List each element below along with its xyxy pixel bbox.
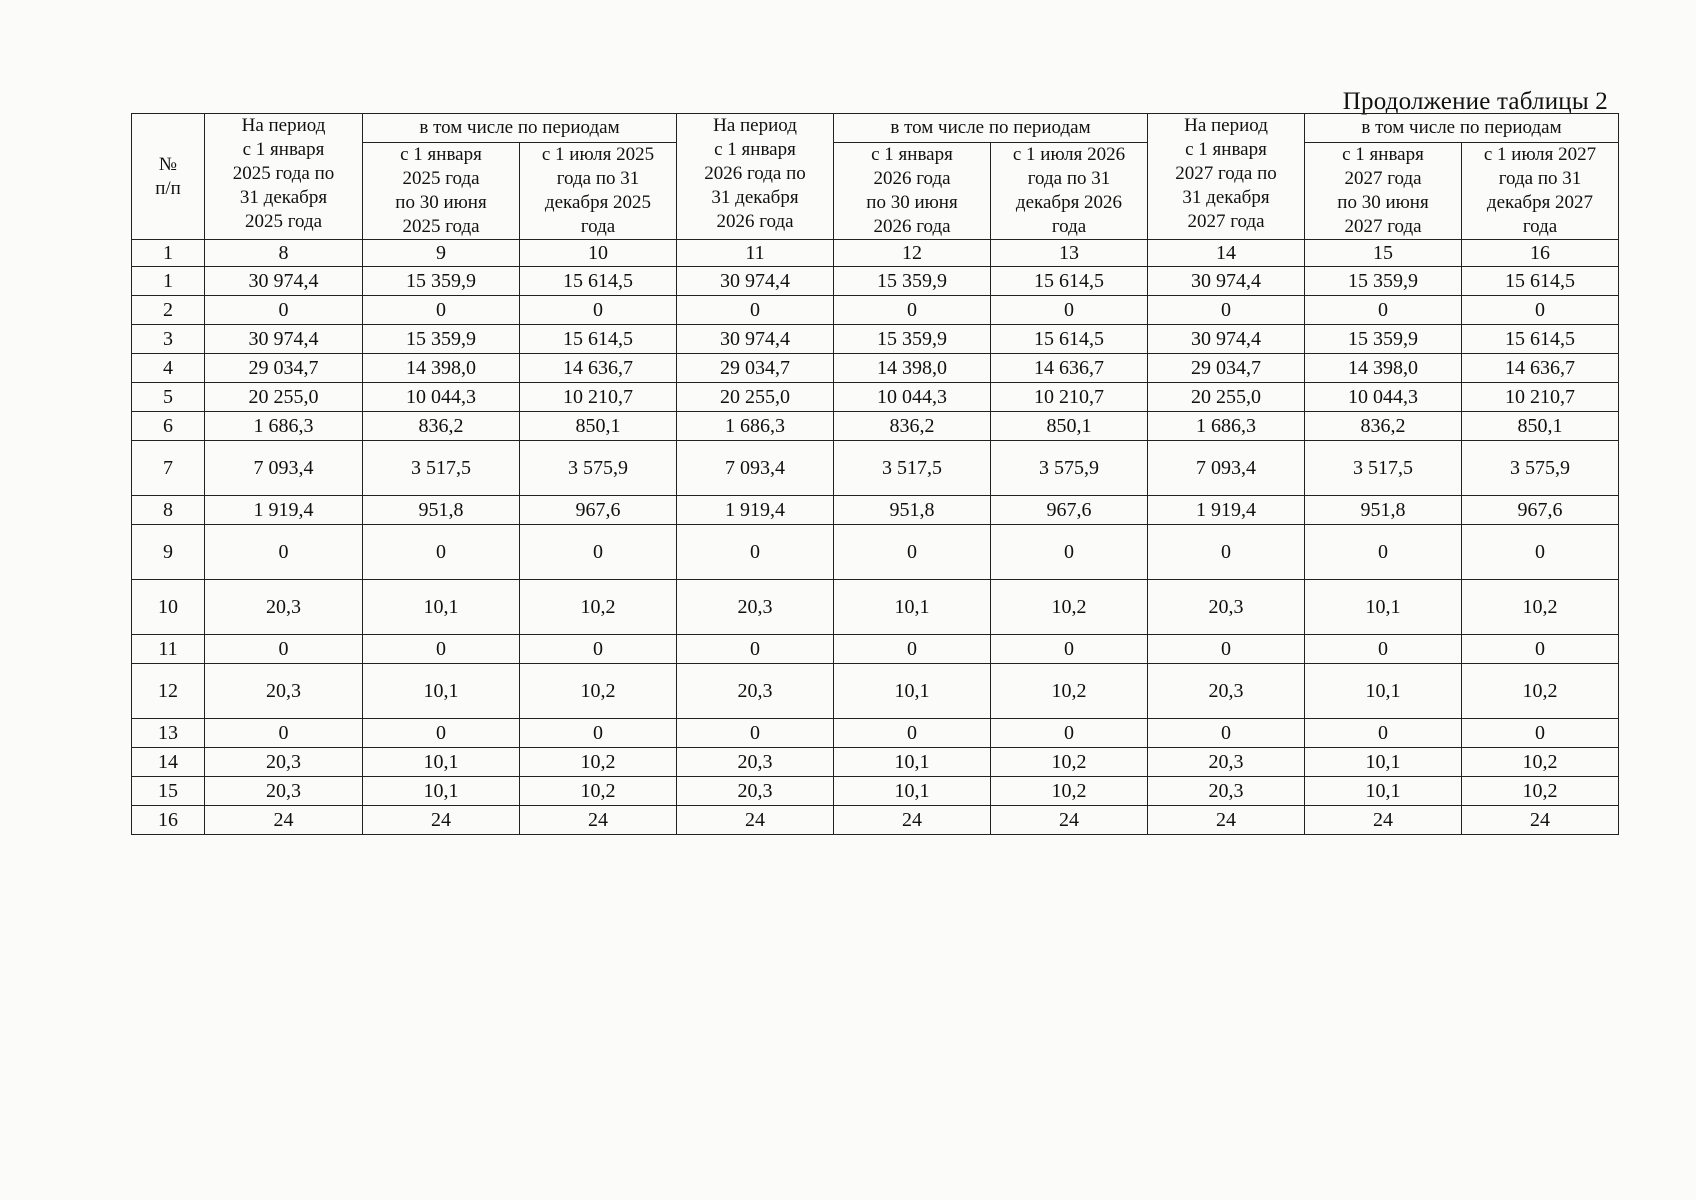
- header-h1-2025: с 1 января 2025 года по 30 июня 2025 года: [363, 143, 520, 240]
- value-cell: 0: [991, 719, 1148, 748]
- header-group-2026: в том числе по периодам: [834, 114, 1148, 143]
- value-cell: 0: [991, 635, 1148, 664]
- row-number-cell: 16: [132, 806, 205, 835]
- value-cell: 7 093,4: [677, 441, 834, 496]
- value-cell: 1 686,3: [677, 412, 834, 441]
- value-cell: 3 575,9: [991, 441, 1148, 496]
- value-cell: 24: [520, 806, 677, 835]
- value-cell: 0: [363, 635, 520, 664]
- value-cell: 30 974,4: [677, 325, 834, 354]
- table-row: [132, 806, 1619, 835]
- value-cell: 24: [363, 806, 520, 835]
- value-cell: 30 974,4: [1148, 325, 1305, 354]
- value-cell: 3 517,5: [1305, 441, 1462, 496]
- value-cell: 1 919,4: [205, 496, 363, 525]
- value-cell: 20,3: [205, 748, 363, 777]
- value-cell: 14 398,0: [1305, 354, 1462, 383]
- column-number-cell: 8: [205, 240, 363, 267]
- value-cell: 0: [991, 296, 1148, 325]
- column-number-cell: 16: [1462, 240, 1619, 267]
- table-row: [132, 325, 1619, 354]
- value-cell: 24: [1462, 806, 1619, 835]
- value-cell: 10 210,7: [1462, 383, 1619, 412]
- value-cell: 850,1: [1462, 412, 1619, 441]
- value-cell: 10,2: [991, 748, 1148, 777]
- value-cell: 10,1: [363, 748, 520, 777]
- value-cell: 10,1: [834, 580, 991, 635]
- value-cell: 10,1: [1305, 748, 1462, 777]
- row-number-cell: 15: [132, 777, 205, 806]
- value-cell: 10,1: [363, 580, 520, 635]
- value-cell: 20 255,0: [1148, 383, 1305, 412]
- value-cell: 0: [677, 525, 834, 580]
- value-cell: 20,3: [205, 777, 363, 806]
- table-row: [132, 412, 1619, 441]
- value-cell: 10,2: [991, 664, 1148, 719]
- table-row: [132, 441, 1619, 496]
- value-cell: 10,2: [1462, 748, 1619, 777]
- column-number-cell: 12: [834, 240, 991, 267]
- header-group-2027: в том числе по периодам: [1305, 114, 1619, 143]
- value-cell: 10,2: [520, 777, 677, 806]
- value-cell: 0: [1148, 719, 1305, 748]
- row-number-cell: 12: [132, 664, 205, 719]
- value-cell: 10,2: [1462, 664, 1619, 719]
- value-cell: 24: [991, 806, 1148, 835]
- value-cell: 0: [520, 525, 677, 580]
- value-cell: 836,2: [1305, 412, 1462, 441]
- table-row: [132, 777, 1619, 806]
- value-cell: 24: [834, 806, 991, 835]
- value-cell: 0: [520, 635, 677, 664]
- column-number-cell: 10: [520, 240, 677, 267]
- table-row: [132, 496, 1619, 525]
- row-number-cell: 5: [132, 383, 205, 412]
- header-group-2025: в том числе по периодам: [363, 114, 677, 143]
- table-row: [132, 383, 1619, 412]
- value-cell: 20,3: [1148, 580, 1305, 635]
- value-cell: 0: [205, 719, 363, 748]
- value-cell: 0: [1305, 635, 1462, 664]
- value-cell: 10,2: [991, 580, 1148, 635]
- value-cell: 15 359,9: [1305, 325, 1462, 354]
- value-cell: 0: [677, 296, 834, 325]
- value-cell: 10,2: [991, 777, 1148, 806]
- value-cell: 20,3: [205, 664, 363, 719]
- value-cell: 0: [991, 525, 1148, 580]
- value-cell: 0: [205, 296, 363, 325]
- column-number-cell: 14: [1148, 240, 1305, 267]
- value-cell: 10 210,7: [520, 383, 677, 412]
- row-number-cell: 4: [132, 354, 205, 383]
- header-row-top: [132, 114, 1619, 143]
- value-cell: 29 034,7: [1148, 354, 1305, 383]
- value-cell: 10 044,3: [1305, 383, 1462, 412]
- value-cell: 15 359,9: [834, 325, 991, 354]
- value-cell: 30 974,4: [677, 267, 834, 296]
- column-number-row: [132, 240, 1619, 267]
- value-cell: 3 517,5: [834, 441, 991, 496]
- value-cell: 967,6: [991, 496, 1148, 525]
- value-cell: 15 359,9: [363, 267, 520, 296]
- column-number-cell: 13: [991, 240, 1148, 267]
- value-cell: 15 359,9: [363, 325, 520, 354]
- value-cell: 10,1: [1305, 664, 1462, 719]
- value-cell: 15 614,5: [1462, 325, 1619, 354]
- value-cell: 1 686,3: [1148, 412, 1305, 441]
- value-cell: 836,2: [834, 412, 991, 441]
- row-number-cell: 8: [132, 496, 205, 525]
- value-cell: 1 919,4: [677, 496, 834, 525]
- value-cell: 20,3: [677, 580, 834, 635]
- value-cell: 0: [363, 719, 520, 748]
- row-number-cell: 2: [132, 296, 205, 325]
- header-h2-2026: с 1 июля 2026 года по 31 декабря 2026 года: [991, 143, 1148, 240]
- value-cell: 7 093,4: [205, 441, 363, 496]
- column-number-cell: 9: [363, 240, 520, 267]
- value-cell: 24: [205, 806, 363, 835]
- value-cell: 0: [363, 525, 520, 580]
- value-cell: 20,3: [1148, 664, 1305, 719]
- value-cell: 24: [1148, 806, 1305, 835]
- value-cell: 0: [1462, 719, 1619, 748]
- value-cell: 1 919,4: [1148, 496, 1305, 525]
- value-cell: 0: [834, 525, 991, 580]
- value-cell: 0: [1462, 635, 1619, 664]
- value-cell: 15 614,5: [520, 325, 677, 354]
- table-row: [132, 719, 1619, 748]
- header-total-2025: На период с 1 января 2025 года по 31 декабря 2025 года: [205, 114, 363, 240]
- value-cell: 0: [677, 719, 834, 748]
- row-number-cell: 11: [132, 635, 205, 664]
- value-cell: 14 636,7: [1462, 354, 1619, 383]
- value-cell: 0: [834, 719, 991, 748]
- value-cell: 29 034,7: [677, 354, 834, 383]
- value-cell: 836,2: [363, 412, 520, 441]
- value-cell: 10 044,3: [834, 383, 991, 412]
- header-h2-2025: с 1 июля 2025 года по 31 декабря 2025 года: [520, 143, 677, 240]
- value-cell: 0: [1148, 635, 1305, 664]
- value-cell: 10,1: [834, 777, 991, 806]
- value-cell: 15 359,9: [1305, 267, 1462, 296]
- table-body: [132, 267, 1619, 835]
- value-cell: 20,3: [677, 748, 834, 777]
- header-total-2026: На период с 1 января 2026 года по 31 декабря 2026 года: [677, 114, 834, 240]
- value-cell: 0: [1305, 719, 1462, 748]
- value-cell: 3 575,9: [520, 441, 677, 496]
- value-cell: 951,8: [1305, 496, 1462, 525]
- value-cell: 951,8: [834, 496, 991, 525]
- value-cell: 10,1: [1305, 580, 1462, 635]
- table-row: [132, 635, 1619, 664]
- value-cell: 10,2: [1462, 580, 1619, 635]
- value-cell: 20,3: [205, 580, 363, 635]
- row-number-cell: 7: [132, 441, 205, 496]
- value-cell: 20,3: [677, 664, 834, 719]
- table-row: [132, 580, 1619, 635]
- value-cell: 10 210,7: [991, 383, 1148, 412]
- value-cell: 0: [363, 296, 520, 325]
- value-cell: 30 974,4: [205, 267, 363, 296]
- value-cell: 967,6: [520, 496, 677, 525]
- value-cell: 3 517,5: [363, 441, 520, 496]
- value-cell: 14 398,0: [363, 354, 520, 383]
- value-cell: 14 636,7: [520, 354, 677, 383]
- value-cell: 15 614,5: [1462, 267, 1619, 296]
- column-number-cell: 15: [1305, 240, 1462, 267]
- value-cell: 15 614,5: [991, 267, 1148, 296]
- value-cell: 24: [1305, 806, 1462, 835]
- table-row: [132, 296, 1619, 325]
- header-h2-2027: с 1 июля 2027 года по 31 декабря 2027 года: [1462, 143, 1619, 240]
- value-cell: 0: [520, 719, 677, 748]
- value-cell: 0: [677, 635, 834, 664]
- value-cell: 10,2: [520, 748, 677, 777]
- column-number-cell: 11: [677, 240, 834, 267]
- value-cell: 0: [205, 635, 363, 664]
- value-cell: 0: [1462, 525, 1619, 580]
- value-cell: 850,1: [991, 412, 1148, 441]
- value-cell: 0: [1148, 296, 1305, 325]
- value-cell: 20,3: [677, 777, 834, 806]
- value-cell: 10,2: [1462, 777, 1619, 806]
- table-row: [132, 267, 1619, 296]
- value-cell: 20 255,0: [677, 383, 834, 412]
- value-cell: 14 636,7: [991, 354, 1148, 383]
- table-row: [132, 354, 1619, 383]
- value-cell: 10 044,3: [363, 383, 520, 412]
- table-row: [132, 664, 1619, 719]
- table-row: [132, 525, 1619, 580]
- value-cell: 0: [520, 296, 677, 325]
- value-cell: 0: [834, 635, 991, 664]
- value-cell: 15 614,5: [991, 325, 1148, 354]
- value-cell: 20,3: [1148, 748, 1305, 777]
- header-total-2027: На период с 1 января 2027 года по 31 декабря 2027 года: [1148, 114, 1305, 240]
- value-cell: 29 034,7: [205, 354, 363, 383]
- value-cell: 1 686,3: [205, 412, 363, 441]
- value-cell: 0: [1305, 296, 1462, 325]
- row-number-cell: 13: [132, 719, 205, 748]
- value-cell: 967,6: [1462, 496, 1619, 525]
- value-cell: 15 359,9: [834, 267, 991, 296]
- value-cell: 0: [1305, 525, 1462, 580]
- column-number-cell: 1: [132, 240, 205, 267]
- value-cell: 15 614,5: [520, 267, 677, 296]
- value-cell: 30 974,4: [1148, 267, 1305, 296]
- header-num: № п/п: [132, 114, 205, 240]
- value-cell: 10,2: [520, 580, 677, 635]
- row-number-cell: 10: [132, 580, 205, 635]
- row-number-cell: 3: [132, 325, 205, 354]
- value-cell: 10,1: [1305, 777, 1462, 806]
- value-cell: 20 255,0: [205, 383, 363, 412]
- header-h1-2026: с 1 января 2026 года по 30 июня 2026 года: [834, 143, 991, 240]
- value-cell: 10,1: [834, 664, 991, 719]
- value-cell: 30 974,4: [205, 325, 363, 354]
- table-caption: Продолжение таблицы 2: [1342, 88, 1608, 115]
- value-cell: 10,1: [834, 748, 991, 777]
- value-cell: 7 093,4: [1148, 441, 1305, 496]
- value-cell: 850,1: [520, 412, 677, 441]
- row-number-cell: 6: [132, 412, 205, 441]
- row-number-cell: 14: [132, 748, 205, 777]
- header-h1-2027: с 1 января 2027 года по 30 июня 2027 года: [1305, 143, 1462, 240]
- value-cell: 10,1: [363, 777, 520, 806]
- value-cell: 10,1: [363, 664, 520, 719]
- value-cell: 0: [205, 525, 363, 580]
- row-number-cell: 9: [132, 525, 205, 580]
- value-cell: 0: [834, 296, 991, 325]
- value-cell: 3 575,9: [1462, 441, 1619, 496]
- row-number-cell: 1: [132, 267, 205, 296]
- value-cell: 24: [677, 806, 834, 835]
- value-cell: 0: [1148, 525, 1305, 580]
- value-cell: 14 398,0: [834, 354, 991, 383]
- value-cell: 10,2: [520, 664, 677, 719]
- value-cell: 0: [1462, 296, 1619, 325]
- table-row: [132, 748, 1619, 777]
- data-table: [131, 113, 1619, 835]
- value-cell: 20,3: [1148, 777, 1305, 806]
- value-cell: 951,8: [363, 496, 520, 525]
